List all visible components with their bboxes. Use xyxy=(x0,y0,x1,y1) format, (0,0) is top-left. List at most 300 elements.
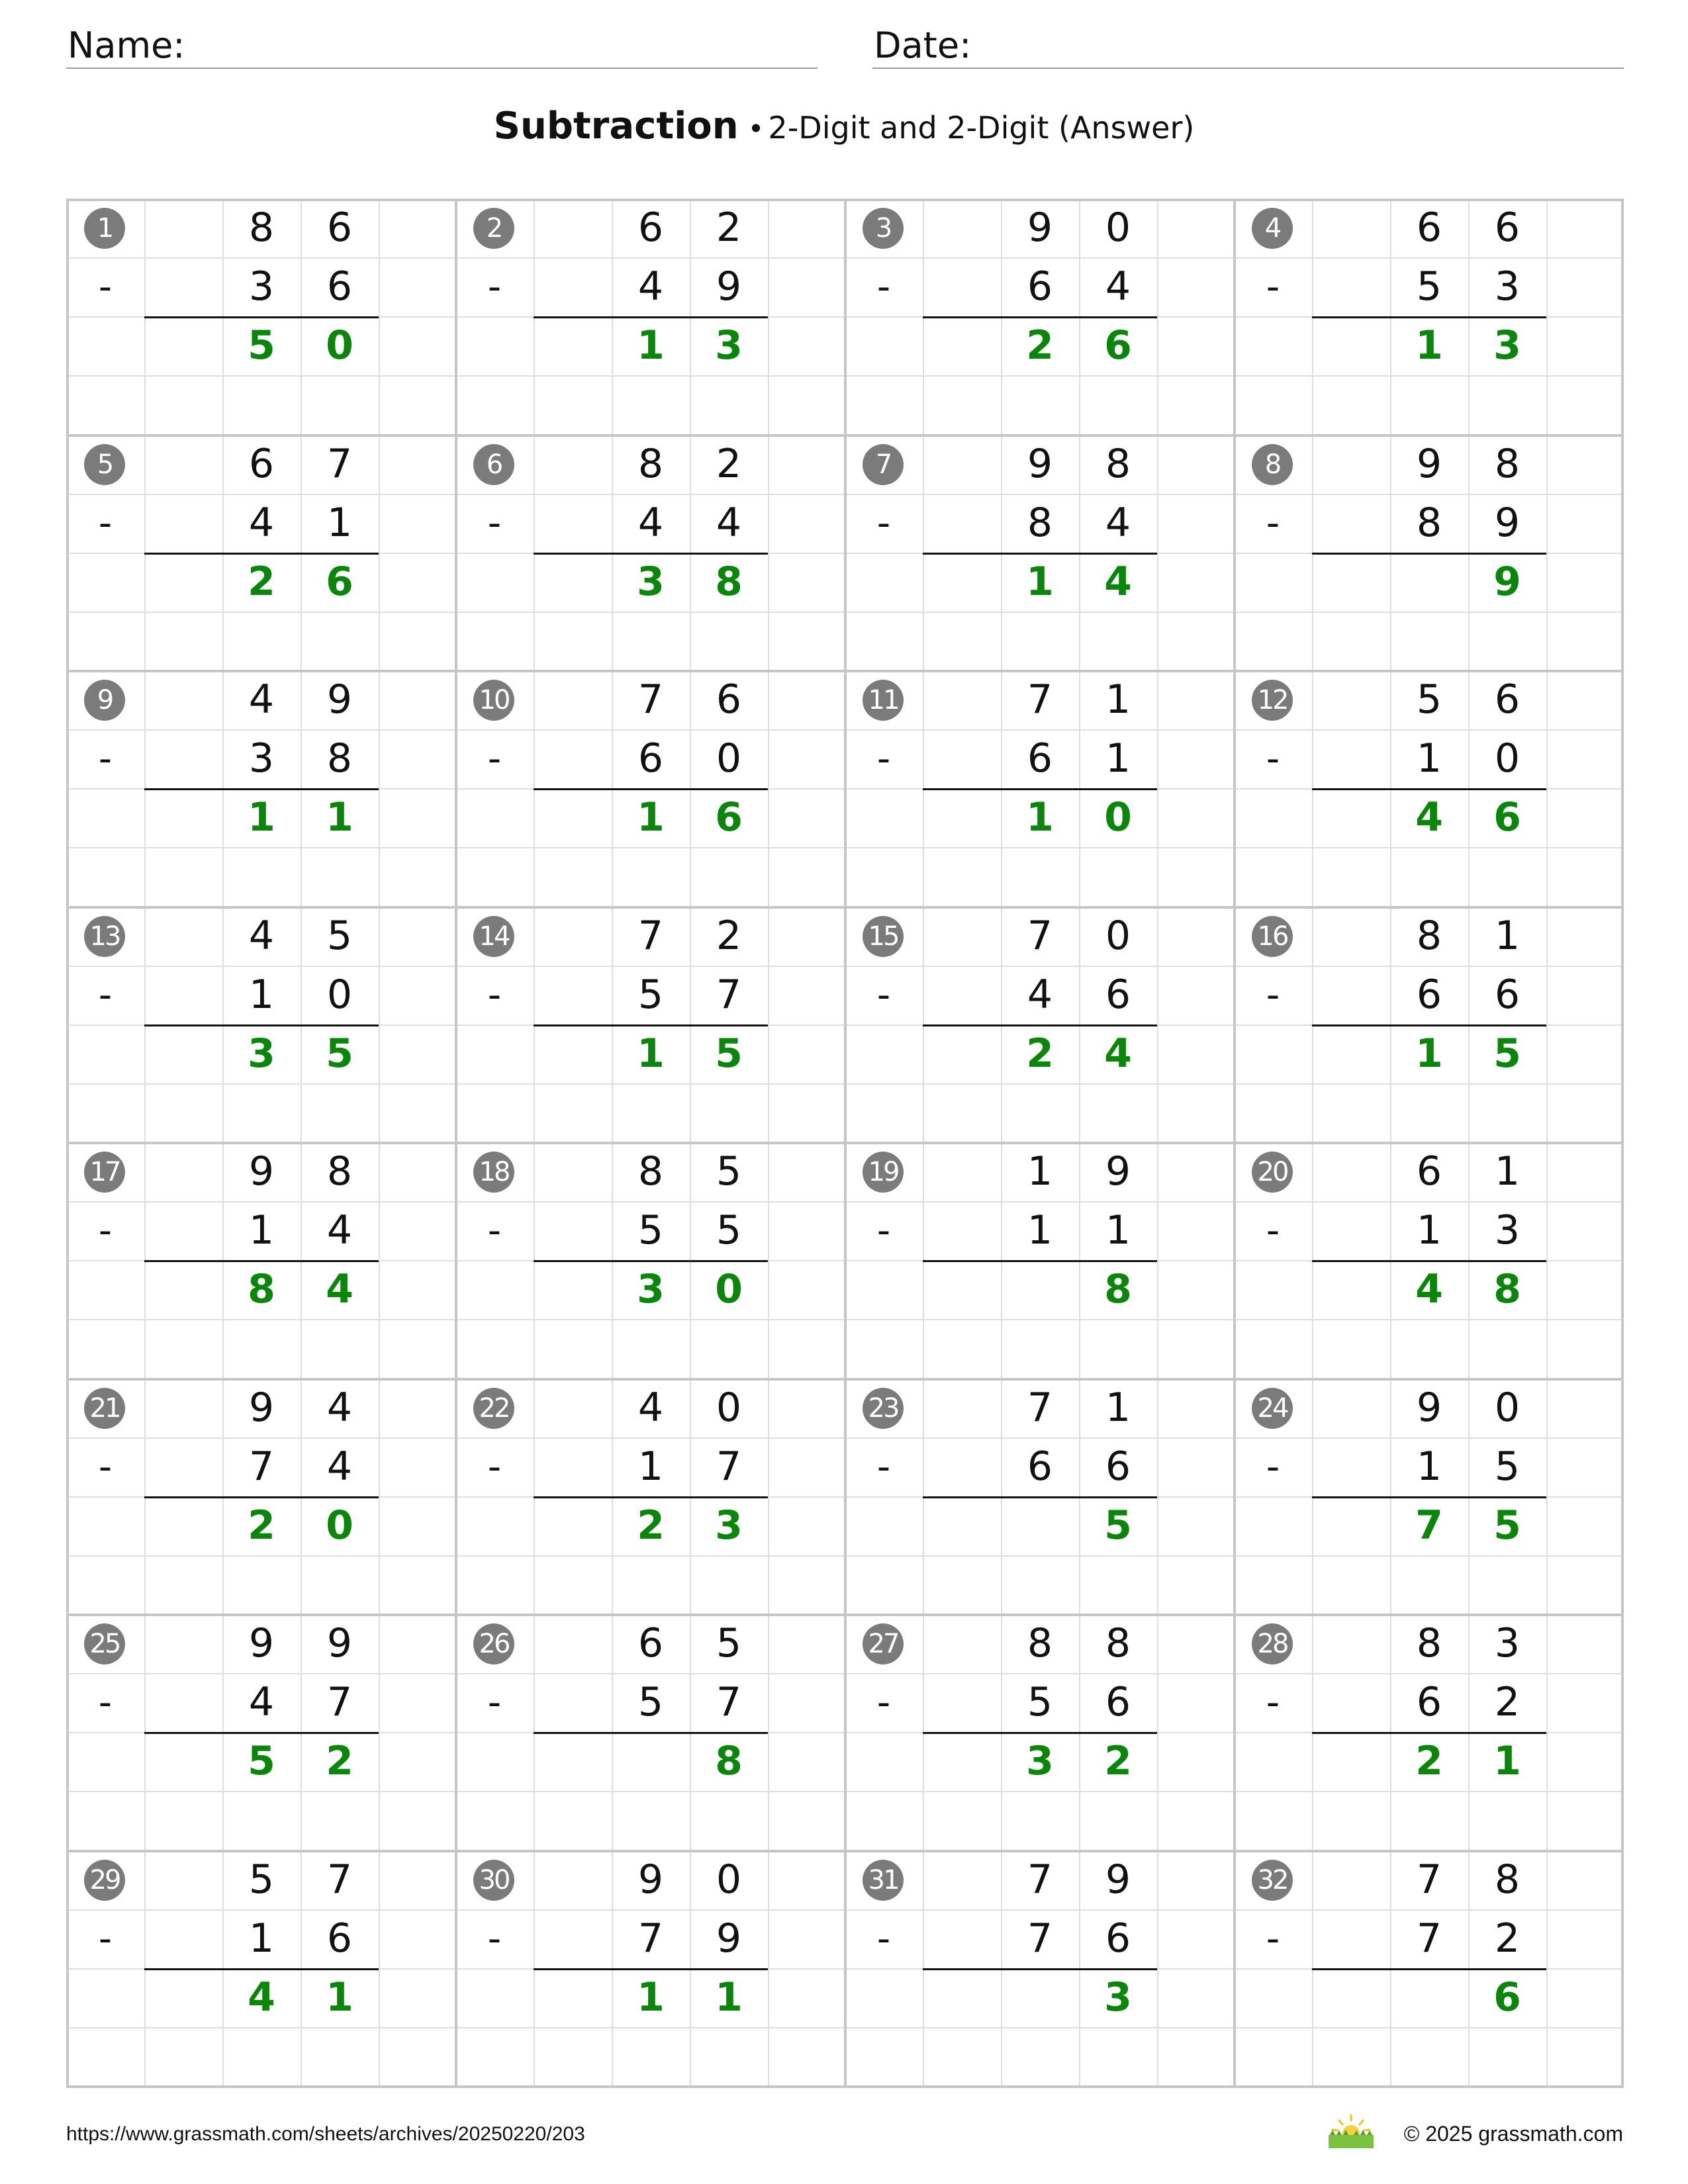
problem-27 xyxy=(845,1614,1234,1850)
subtrahend-digit: 4 xyxy=(1105,263,1131,310)
subtrahend-digit: 6 xyxy=(1027,263,1053,310)
problem-number-badge: 17 xyxy=(84,1152,125,1193)
minuend-digit: 1 xyxy=(1105,1384,1131,1431)
answer-digit: 1 xyxy=(1026,794,1054,841)
subtrahend-digit: 1 xyxy=(1105,735,1131,782)
answer-digit: 5 xyxy=(248,322,275,369)
minuend-digit: 8 xyxy=(1105,440,1131,487)
minuend-digit: 9 xyxy=(1416,1384,1442,1431)
grid-block-border xyxy=(66,1850,1624,1852)
cell-divider xyxy=(845,1319,1234,1320)
problem-number-badge: 31 xyxy=(863,1860,904,1901)
problem-number-badge: 4 xyxy=(1252,208,1293,249)
problem-number-badge: 28 xyxy=(1252,1623,1293,1664)
minuend-digit: 6 xyxy=(1416,205,1442,251)
problem-23 xyxy=(845,1379,1234,1614)
problem-22 xyxy=(455,1379,845,1614)
subtrahend-digit: 7 xyxy=(716,1443,742,1490)
cell-divider xyxy=(66,2027,455,2028)
minus-sign: - xyxy=(98,737,113,780)
problem-number-badge: 10 xyxy=(473,680,514,721)
minus-sign: - xyxy=(98,1209,113,1252)
problem-29 xyxy=(66,1850,455,2086)
cell-divider xyxy=(1234,1555,1623,1557)
minuend-digit: 8 xyxy=(1416,912,1442,959)
minuend-digit: 9 xyxy=(1105,1148,1131,1195)
problem-14 xyxy=(455,907,845,1142)
answer-digit: 3 xyxy=(1493,322,1521,369)
subtrahend-digit: 1 xyxy=(248,971,275,1018)
subtrahend-digit: 4 xyxy=(637,263,664,310)
subtrahend-digit: 9 xyxy=(716,1915,742,1962)
subtrahend-digit: 5 xyxy=(716,1207,742,1253)
problem-7 xyxy=(845,435,1234,670)
cell-divider xyxy=(455,2027,845,2028)
minus-sign: - xyxy=(876,1681,891,1724)
problem-number-badge: 5 xyxy=(84,444,125,485)
subtrahend-digit: 4 xyxy=(248,499,275,546)
answer-digit: 0 xyxy=(326,322,353,369)
answer-digit: 6 xyxy=(1493,794,1521,841)
answer-digit: 3 xyxy=(1026,1738,1054,1784)
subtrahend-digit: 6 xyxy=(637,735,664,782)
problem-25 xyxy=(66,1614,455,1850)
problem-number-badge: 2 xyxy=(473,208,514,249)
minuend-digit: 6 xyxy=(716,676,742,723)
minuend-digit: 6 xyxy=(1494,205,1521,251)
problem-number-badge: 20 xyxy=(1252,1152,1293,1193)
answer-digit: 9 xyxy=(1493,558,1521,605)
problem-17 xyxy=(66,1142,455,1378)
answer-digit: 3 xyxy=(1104,1974,1132,2021)
minus-sign: - xyxy=(487,1681,502,1724)
answer-digit: 8 xyxy=(715,558,743,605)
subtrahend-digit: 6 xyxy=(1105,1915,1131,1962)
problem-26 xyxy=(455,1614,845,1850)
minus-sign: - xyxy=(1266,1917,1280,1960)
problem-28 xyxy=(1234,1614,1623,1850)
problem-number-badge: 26 xyxy=(473,1623,514,1664)
subtrahend-digit: 0 xyxy=(1494,735,1521,782)
minuend-digit: 9 xyxy=(248,1384,275,1431)
subtrahend-digit: 2 xyxy=(1494,1679,1521,1725)
minuend-digit: 8 xyxy=(1494,1856,1521,1903)
minuend-digit: 6 xyxy=(637,1620,664,1666)
grid-block-border xyxy=(66,199,1624,201)
grid-block-border xyxy=(66,670,1624,672)
problem-number-badge: 6 xyxy=(473,444,514,485)
minuend-digit: 8 xyxy=(1494,440,1521,487)
subtrahend-digit: 1 xyxy=(637,1443,664,1490)
answer-digit: 1 xyxy=(1415,322,1443,369)
answer-digit: 1 xyxy=(1493,1738,1521,1784)
minuend-digit: 2 xyxy=(716,440,742,487)
subtrahend-digit: 5 xyxy=(1494,1443,1521,1490)
cell-divider xyxy=(1234,1791,1623,1792)
minuend-digit: 6 xyxy=(326,205,353,251)
minus-sign: - xyxy=(98,1917,113,1960)
minus-sign: - xyxy=(487,1917,502,1960)
minuend-digit: 8 xyxy=(637,440,664,487)
minuend-digit: 9 xyxy=(248,1620,275,1666)
subtrahend-digit: 7 xyxy=(248,1443,275,1490)
subtrahend-digit: 1 xyxy=(248,1915,275,1962)
problem-6 xyxy=(455,435,845,670)
answer-digit: 0 xyxy=(1104,794,1132,841)
problem-10 xyxy=(455,670,845,906)
answer-digit: 4 xyxy=(1104,1030,1132,1077)
minuend-digit: 6 xyxy=(1494,676,1521,723)
subtrahend-digit: 6 xyxy=(1416,971,1442,1018)
answer-digit: 6 xyxy=(1104,322,1132,369)
minuend-digit: 6 xyxy=(637,205,664,251)
date-field[interactable] xyxy=(872,20,1624,69)
subtrahend-digit: 6 xyxy=(326,263,353,310)
cell-divider xyxy=(845,1555,1234,1557)
minuend-digit: 1 xyxy=(1105,676,1131,723)
subtrahend-digit: 4 xyxy=(326,1443,353,1490)
problem-number-badge: 9 xyxy=(84,680,125,721)
subtrahend-digit: 7 xyxy=(1027,1915,1053,1962)
minuend-digit: 8 xyxy=(1105,1620,1131,1666)
minuend-digit: 7 xyxy=(1027,1384,1053,1431)
minuend-digit: 2 xyxy=(716,205,742,251)
problem-number-badge: 29 xyxy=(84,1860,125,1901)
subtrahend-digit: 5 xyxy=(637,1679,664,1725)
answer-digit: 3 xyxy=(715,1502,743,1549)
cell-divider xyxy=(455,847,845,848)
grid-block-border xyxy=(66,2085,1624,2088)
answer-digit: 2 xyxy=(248,1502,275,1549)
grid-block-border xyxy=(66,1142,1624,1144)
subtrahend-digit: 8 xyxy=(1027,499,1053,546)
problem-number-badge: 14 xyxy=(473,916,514,957)
subtrahend-digit: 4 xyxy=(716,499,742,546)
answer-digit: 5 xyxy=(326,1030,353,1077)
minuend-digit: 0 xyxy=(1105,912,1131,959)
minuend-digit: 0 xyxy=(716,1856,742,1903)
answer-digit: 0 xyxy=(326,1502,353,1549)
problem-20 xyxy=(1234,1142,1623,1378)
problem-number-badge: 27 xyxy=(863,1623,904,1664)
subtrahend-digit: 7 xyxy=(716,971,742,1018)
problem-number-badge: 3 xyxy=(863,208,904,249)
subtrahend-digit: 1 xyxy=(1027,1207,1053,1253)
cell-divider xyxy=(66,1083,455,1085)
answer-digit: 1 xyxy=(326,794,353,841)
minus-sign: - xyxy=(876,265,891,308)
minuend-digit: 7 xyxy=(1416,1856,1442,1903)
cell-divider xyxy=(455,612,845,613)
subtrahend-digit: 4 xyxy=(248,1679,275,1725)
cell-divider xyxy=(845,1791,1234,1792)
subtrahend-digit: 6 xyxy=(1494,971,1521,1018)
minus-sign: - xyxy=(98,1681,113,1724)
grid-block-border xyxy=(66,1614,1624,1616)
minuend-digit: 7 xyxy=(326,1856,353,1903)
subtrahend-digit: 0 xyxy=(716,735,742,782)
footer-copyright: © 2025 grassmath.com xyxy=(1403,2122,1623,2146)
minuend-digit: 7 xyxy=(326,440,353,487)
answer-digit: 1 xyxy=(1415,1030,1443,1077)
minus-sign: - xyxy=(487,501,502,545)
minuend-digit: 9 xyxy=(326,676,353,723)
subtrahend-digit: 2 xyxy=(1494,1915,1521,1962)
answer-digit: 4 xyxy=(248,1974,275,2021)
minus-sign: - xyxy=(98,973,113,1017)
problem-4 xyxy=(1234,199,1623,434)
minuend-digit: 4 xyxy=(637,1384,664,1431)
subtrahend-digit: 5 xyxy=(637,1207,664,1253)
minuend-digit: 6 xyxy=(1416,1148,1442,1195)
cell-divider xyxy=(455,1555,845,1557)
answer-digit: 3 xyxy=(637,1266,665,1312)
answer-digit: 1 xyxy=(326,1974,353,2021)
answer-digit: 3 xyxy=(715,322,743,369)
minus-sign: - xyxy=(98,1445,113,1488)
problem-3 xyxy=(845,199,1234,434)
cell-divider xyxy=(1234,375,1623,377)
answer-digit: 2 xyxy=(1415,1738,1443,1784)
answer-digit: 5 xyxy=(1493,1502,1521,1549)
problem-number-badge: 19 xyxy=(863,1152,904,1193)
minuend-digit: 7 xyxy=(1027,676,1053,723)
cell-divider xyxy=(455,1083,845,1085)
answer-digit: 2 xyxy=(637,1502,665,1549)
minuend-digit: 8 xyxy=(637,1148,664,1195)
minuend-digit: 0 xyxy=(716,1384,742,1431)
answer-digit: 6 xyxy=(715,794,743,841)
subtrahend-digit: 6 xyxy=(1027,735,1053,782)
problem-31 xyxy=(845,1850,1234,2086)
minus-sign: - xyxy=(1266,501,1280,545)
subtrahend-digit: 6 xyxy=(1105,1443,1131,1490)
answer-digit: 1 xyxy=(637,794,665,841)
answer-digit: 2 xyxy=(1104,1738,1132,1784)
minuend-digit: 0 xyxy=(1105,205,1131,251)
problem-number-badge: 8 xyxy=(1252,444,1293,485)
answer-digit: 3 xyxy=(637,558,665,605)
subtrahend-digit: 9 xyxy=(1494,499,1521,546)
subtrahend-digit: 3 xyxy=(248,263,275,310)
minuend-digit: 9 xyxy=(1105,1856,1131,1903)
subtrahend-digit: 7 xyxy=(637,1915,664,1962)
minus-sign: - xyxy=(487,973,502,1017)
date-label: Date: xyxy=(874,24,972,66)
cell-divider xyxy=(1234,1083,1623,1085)
problem-number-badge: 11 xyxy=(863,680,904,721)
answer-digit: 6 xyxy=(326,558,353,605)
cell-divider xyxy=(66,1555,455,1557)
minuend-digit: 9 xyxy=(1027,440,1053,487)
subtrahend-digit: 8 xyxy=(1416,499,1442,546)
grid-block-border xyxy=(66,906,1624,909)
cell-divider xyxy=(66,1791,455,1792)
problem-number-badge: 24 xyxy=(1252,1388,1293,1429)
subtrahend-digit: 7 xyxy=(1416,1915,1442,1962)
answer-digit: 1 xyxy=(637,322,665,369)
minuend-digit: 8 xyxy=(326,1148,353,1195)
problem-13 xyxy=(66,907,455,1142)
minuend-digit: 3 xyxy=(1494,1620,1521,1666)
subtrahend-digit: 1 xyxy=(1416,735,1442,782)
subtrahend-digit: 4 xyxy=(326,1207,353,1253)
cell-divider xyxy=(455,1791,845,1792)
minuend-digit: 5 xyxy=(716,1148,742,1195)
problem-number-badge: 23 xyxy=(863,1388,904,1429)
minuend-digit: 5 xyxy=(716,1620,742,1666)
title-separator: • xyxy=(747,113,765,145)
minus-sign: - xyxy=(1266,1681,1280,1724)
problem-32 xyxy=(1234,1850,1623,2086)
grid-block-border xyxy=(66,1378,1624,1381)
answer-digit: 4 xyxy=(326,1266,353,1312)
answer-digit: 2 xyxy=(248,558,275,605)
problem-number-badge: 16 xyxy=(1252,916,1293,957)
answer-digit: 8 xyxy=(715,1738,743,1784)
minuend-digit: 2 xyxy=(716,912,742,959)
answer-digit: 4 xyxy=(1415,794,1443,841)
subtrahend-digit: 4 xyxy=(1027,971,1053,1018)
answer-digit: 8 xyxy=(1104,1266,1132,1312)
cell-divider xyxy=(1234,1319,1623,1320)
subtrahend-digit: 6 xyxy=(1105,1679,1131,1725)
problem-21 xyxy=(66,1379,455,1614)
problem-9 xyxy=(66,670,455,906)
subtrahend-digit: 9 xyxy=(716,263,742,310)
answer-digit: 2 xyxy=(1026,322,1054,369)
problem-number-badge: 1 xyxy=(84,208,125,249)
cell-divider xyxy=(1234,2027,1623,2028)
title-main: Subtraction xyxy=(493,105,739,148)
minus-sign: - xyxy=(487,1445,502,1488)
subtrahend-digit: 1 xyxy=(1416,1207,1442,1253)
minuend-digit: 0 xyxy=(1494,1384,1521,1431)
answer-digit: 4 xyxy=(1104,558,1132,605)
minus-sign: - xyxy=(1266,1445,1280,1488)
answer-digit: 1 xyxy=(715,1974,743,2021)
subtrahend-digit: 6 xyxy=(1027,1443,1053,1490)
minus-sign: - xyxy=(876,1445,891,1488)
answer-digit: 5 xyxy=(248,1738,275,1784)
problem-16 xyxy=(1234,907,1623,1142)
minus-sign: - xyxy=(98,265,113,308)
problem-number-badge: 21 xyxy=(84,1388,125,1429)
subtrahend-digit: 3 xyxy=(248,735,275,782)
problem-number-badge: 30 xyxy=(473,1860,514,1901)
minus-sign: - xyxy=(487,737,502,780)
problem-number-badge: 25 xyxy=(84,1623,125,1664)
problem-number-badge: 22 xyxy=(473,1388,514,1429)
problem-11 xyxy=(845,670,1234,906)
minus-sign: - xyxy=(876,1209,891,1252)
minuend-digit: 7 xyxy=(1027,912,1053,959)
subtrahend-digit: 5 xyxy=(1416,263,1442,310)
minus-sign: - xyxy=(1266,265,1280,308)
answer-digit: 7 xyxy=(1415,1502,1443,1549)
answer-digit: 6 xyxy=(1493,1974,1521,2021)
cell-divider xyxy=(455,375,845,377)
minus-sign: - xyxy=(876,973,891,1017)
answer-digit: 5 xyxy=(1493,1030,1521,1077)
problem-12 xyxy=(1234,670,1623,906)
problem-19 xyxy=(845,1142,1234,1378)
cell-divider xyxy=(845,612,1234,613)
cell-divider xyxy=(66,375,455,377)
cell-divider xyxy=(1234,612,1623,613)
minuend-digit: 9 xyxy=(1027,205,1053,251)
grid-block-border xyxy=(66,434,1624,437)
subtrahend-digit: 4 xyxy=(637,499,664,546)
minuend-digit: 1 xyxy=(1494,1148,1521,1195)
minuend-digit: 5 xyxy=(248,1856,275,1903)
title-subtitle: 2-Digit and 2-Digit (Answer) xyxy=(768,110,1195,146)
subtrahend-digit: 4 xyxy=(1105,499,1131,546)
minuend-digit: 4 xyxy=(248,912,275,959)
answer-digit: 2 xyxy=(326,1738,353,1784)
minus-sign: - xyxy=(487,265,502,308)
minuend-digit: 9 xyxy=(248,1148,275,1195)
subtrahend-digit: 0 xyxy=(326,971,353,1018)
problem-18 xyxy=(455,1142,845,1378)
subtrahend-digit: 1 xyxy=(1105,1207,1131,1253)
cell-divider xyxy=(455,1319,845,1320)
problem-number-badge: 13 xyxy=(84,916,125,957)
problem-number-badge: 7 xyxy=(863,444,904,485)
minuend-digit: 6 xyxy=(248,440,275,487)
minus-sign: - xyxy=(1266,737,1280,780)
grassmath-logo-icon xyxy=(1327,2113,1375,2150)
name-label: Name: xyxy=(68,24,185,66)
subtrahend-digit: 5 xyxy=(1027,1679,1053,1725)
minuend-digit: 5 xyxy=(1416,676,1442,723)
problem-2 xyxy=(455,199,845,434)
subtrahend-digit: 1 xyxy=(248,1207,275,1253)
footer-url: https://www.grassmath.com/sheets/archives/20250220/203 xyxy=(66,2123,585,2145)
answer-digit: 1 xyxy=(1026,558,1054,605)
subtrahend-digit: 7 xyxy=(716,1679,742,1725)
answer-digit: 8 xyxy=(1493,1266,1521,1312)
problem-number-badge: 12 xyxy=(1252,680,1293,721)
subtrahend-digit: 5 xyxy=(637,971,664,1018)
subtrahend-digit: 3 xyxy=(1494,263,1521,310)
cell-divider xyxy=(1234,847,1623,848)
problem-number-badge: 15 xyxy=(863,916,904,957)
subtrahend-digit: 1 xyxy=(1416,1443,1442,1490)
minuend-digit: 9 xyxy=(1416,440,1442,487)
problem-15 xyxy=(845,907,1234,1142)
cell-divider xyxy=(845,847,1234,848)
minus-sign: - xyxy=(98,501,113,545)
minuend-digit: 7 xyxy=(1027,1856,1053,1903)
minus-sign: - xyxy=(1266,1209,1280,1252)
minuend-digit: 8 xyxy=(1416,1620,1442,1666)
cell-divider xyxy=(66,1319,455,1320)
answer-digit: 1 xyxy=(637,1030,665,1077)
minuend-digit: 8 xyxy=(1027,1620,1053,1666)
minus-sign: - xyxy=(876,737,891,780)
problem-number-badge: 18 xyxy=(473,1152,514,1193)
answer-digit: 8 xyxy=(248,1266,275,1312)
minuend-digit: 7 xyxy=(637,676,664,723)
cell-divider xyxy=(66,847,455,848)
problem-number-badge: 32 xyxy=(1252,1860,1293,1901)
cell-divider xyxy=(845,2027,1234,2028)
minus-sign: - xyxy=(487,1209,502,1252)
minus-sign: - xyxy=(1266,973,1280,1017)
name-field[interactable] xyxy=(66,20,818,69)
problem-1 xyxy=(66,199,455,434)
